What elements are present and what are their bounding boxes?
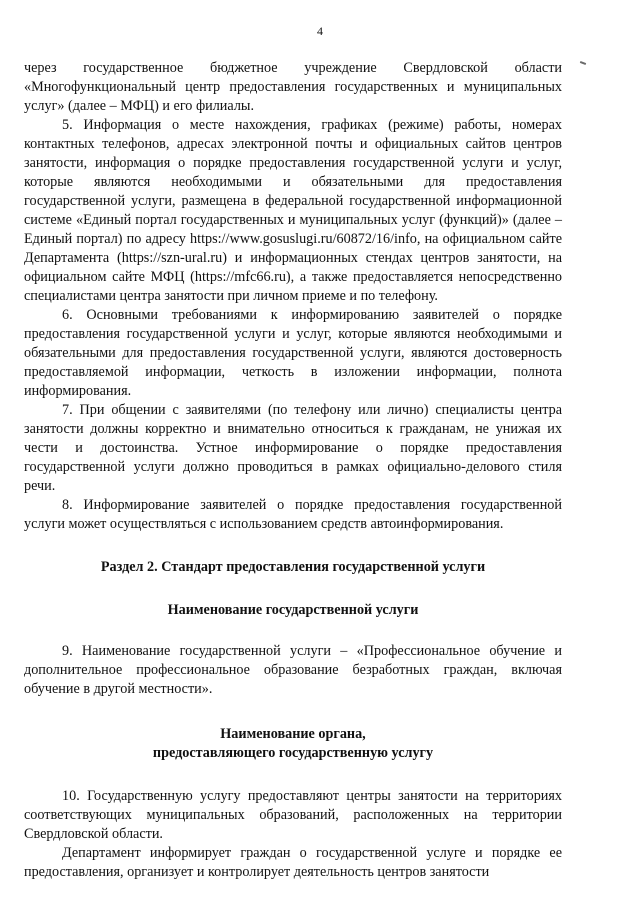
- paragraph-6: 6. Основными требованиями к информированию заявителей о порядке предоставления государственной услуги и услуг, которые являются необходимыми и обязательными для предоставления государственной услуги, являются достоверность предоставляемой информации, четкость в изложении информации, полнота информирования.: [24, 307, 562, 399]
- paragraph-8: 8. Информирование заявителей о порядке предоставления государственной услуги может осуществляться с использованием средств автоинформирования.: [24, 497, 562, 532]
- paragraph-continuation: через государственное бюджетное учреждение Свердловской области «Многофункциональный центр предоставления государственных и муниципальных услуг» (далее – МФЦ) и его филиалы.: [24, 60, 562, 114]
- document-body: [24, 59, 562, 882]
- paragraph-7: 7. При общении с заявителями (по телефону или лично) специалисты центра занятости должны корректно и внимательно относиться к гражданам, не унижая их чести и достоинства. Устное информирование о порядке предоставления государственной услуги должно проводиться в рамках официально-делового стиля речи.: [24, 402, 562, 494]
- section-2-heading: Раздел 2. Стандарт предоставления государственной услуги: [100, 559, 486, 575]
- paragraph-10: 10. Государственную услугу предоставляют центры занятости на территориях соответствующих муниципальных образований, расположенных на территории Свердловской области.: [24, 788, 562, 842]
- scan-mark: [580, 61, 586, 65]
- organ-heading-line-1: Наименование органа,: [220, 726, 366, 742]
- paragraph-department: Департамент информирует граждан о государственной услуге и порядке ее предоставления, организует и контролирует деятельность центров занятости: [24, 845, 562, 880]
- service-name-heading: Наименование государственной услуги: [167, 602, 419, 618]
- page-number: 4: [317, 24, 323, 38]
- paragraph-9: 9. Наименование государственной услуги – «Профессиональное обучение и дополнительное профессиональное образование безработных граждан, включая обучение в другой местности».: [24, 643, 562, 697]
- paragraph-5: 5. Информация о месте нахождения, графиках (режиме) работы, номерах контактных телефонов, адресах электронной почты и официальных сайтов центров занятости, информация о порядке предоставления государственной услуги и услуг, которые являются необходимыми и обязательными для предоставления государственной услуги, размещена в федеральной государственной информационной системе «Единый портал государственных и муниципальных услуг (функций)» (далее – Единый портал) по адресу https://www.gosuslugi.ru/60872/16/info, на официальном сайте Департамента (https://szn-ural.ru) и информационных стендах центров занятости, на официальном сайте МФЦ (https://mfc66.ru), а также предоставляется непосредственно специалистами центра занятости при личном приеме и по телефону.: [24, 117, 562, 304]
- organ-heading: [24, 725, 562, 763]
- organ-heading-line-2: предоставляющего государственную услугу: [152, 745, 434, 761]
